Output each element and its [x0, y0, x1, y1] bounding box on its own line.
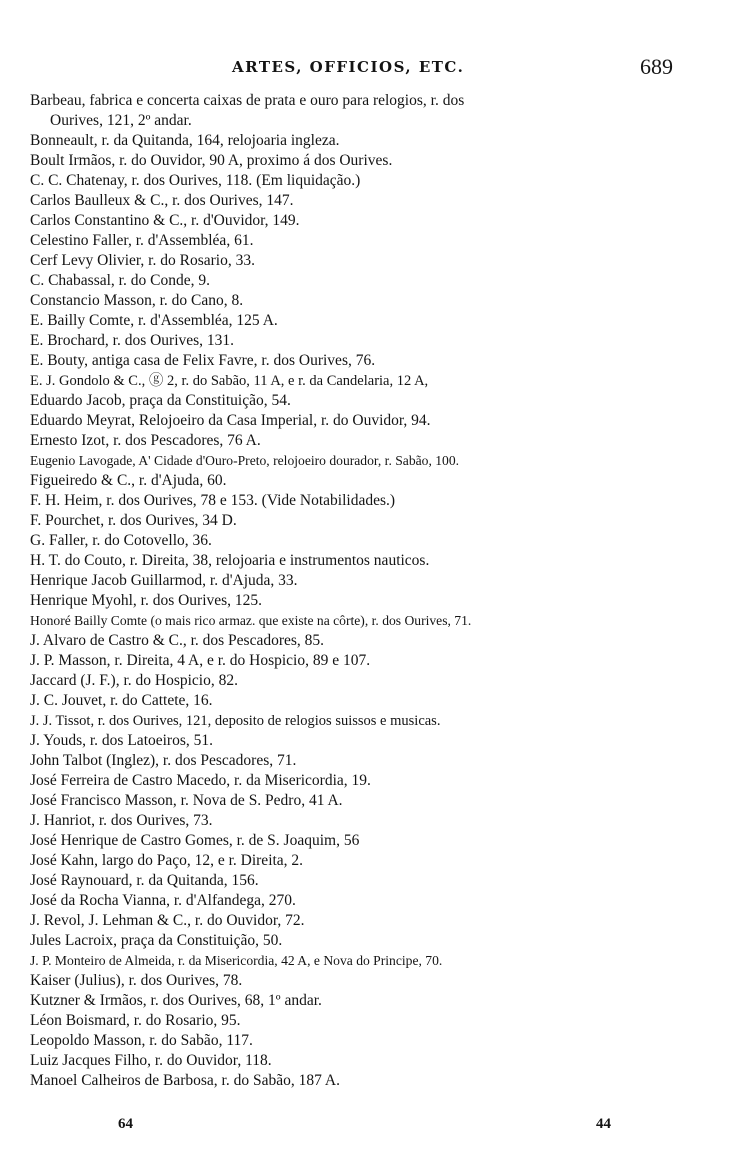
list-item: J. Hanriot, r. dos Ourives, 73. — [30, 812, 213, 829]
list-item: José da Rocha Vianna, r. d'Alfandega, 270. — [30, 892, 296, 909]
list-item: Henrique Jacob Guillarmod, r. d'Ajuda, 33. — [30, 572, 298, 589]
list-item: Jaccard (J. F.), r. do Hospicio, 82. — [30, 672, 238, 689]
list-item: H. T. do Couto, r. Direita, 38, relojoaria e instrumentos nauticos. — [30, 552, 430, 569]
list-item: E. Brochard, r. dos Ourives, 131. — [30, 332, 235, 349]
page-number: 689 — [640, 54, 673, 79]
list-item: Figueiredo & C., r. d'Ajuda, 60. — [30, 472, 227, 489]
list-item: Ourives, 121, 2º andar. — [50, 112, 192, 129]
list-item: J. P. Monteiro de Almeida, r. da Misericordia, 42 A, e Nova do Principe, 70. — [30, 953, 443, 968]
list-item: Honoré Bailly Comte (o mais rico armaz. que existe na côrte), r. dos Ourives, 71. — [30, 613, 472, 628]
list-item: Eduardo Jacob, praça da Constituição, 54. — [30, 392, 291, 409]
list-item: F. H. Heim, r. dos Ourives, 78 e 153. (Vide Notabilidades.) — [30, 492, 396, 509]
list-item: C. C. Chatenay, r. dos Ourives, 118. (Em liquidação.) — [30, 172, 361, 189]
signature-mark-left: 64 — [118, 1116, 133, 1132]
list-item: F. Pourchet, r. dos Ourives, 34 D. — [30, 512, 237, 529]
list-item: J. P. Masson, r. Direita, 4 A, e r. do Hospicio, 89 e 107. — [30, 652, 371, 669]
list-item: Henrique Myohl, r. dos Ourives, 125. — [30, 592, 263, 609]
list-item: G. Faller, r. do Cotovello, 36. — [30, 532, 212, 549]
list-item: Eugenio Lavogade, A' Cidade d'Ouro-Preto, relojoeiro dourador, r. Sabão, 100. — [30, 453, 460, 468]
list-item: J. Youds, r. dos Latoeiros, 51. — [30, 732, 214, 749]
list-item: E. J. Gondolo & C., ⓖ 2, r. do Sabão, 11 A, e r. da Candelaria, 12 A, — [30, 373, 429, 389]
list-item: Luiz Jacques Filho, r. do Ouvidor, 118. — [30, 1052, 272, 1069]
list-item: Constancio Masson, r. do Cano, 8. — [30, 292, 244, 309]
list-item: José Kahn, largo do Paço, 12, e r. Direita, 2. — [30, 852, 304, 869]
page-header — [0, 54, 736, 82]
list-item: J. J. Tissot, r. dos Ourives, 121, deposito de relogios suissos e musicas. — [30, 713, 441, 729]
list-item: Kutzner & Irmãos, r. dos Ourives, 68, 1º andar. — [30, 992, 322, 1009]
list-item: John Talbot (Inglez), r. dos Pescadores, 71. — [30, 752, 297, 769]
list-item: Barbeau, fabrica e concerta caixas de prata e ouro para relogios, r. dos — [30, 92, 465, 109]
list-item: C. Chabassal, r. do Conde, 9. — [30, 272, 210, 289]
list-item: E. Bailly Comte, r. d'Assembléa, 125 A. — [30, 312, 278, 329]
list-item: José Henrique de Castro Gomes, r. de S. Joaquim, 56 — [30, 832, 360, 849]
signature-mark-right: 44 — [596, 1116, 611, 1132]
list-item: José Raynouard, r. da Quitanda, 156. — [30, 872, 259, 889]
list-item: J. Revol, J. Lehman & C., r. do Ouvidor, 72. — [30, 912, 305, 929]
list-item: E. Bouty, antiga casa de Felix Favre, r. dos Ourives, 76. — [30, 352, 376, 369]
list-item: Léon Boismard, r. do Rosario, 95. — [30, 1012, 241, 1029]
list-item: Ernesto Izot, r. dos Pescadores, 76 A. — [30, 432, 261, 449]
list-item: Eduardo Meyrat, Relojoeiro da Casa Imperial, r. do Ouvidor, 94. — [30, 412, 431, 429]
list-item: Leopoldo Masson, r. do Sabão, 117. — [30, 1032, 253, 1049]
list-item: Manoel Calheiros de Barbosa, r. do Sabão, 187 A. — [30, 1072, 340, 1089]
list-item: J. C. Jouvet, r. do Cattete, 16. — [30, 692, 213, 709]
list-item: José Ferreira de Castro Macedo, r. da Misericordia, 19. — [30, 772, 371, 789]
list-item: Bonneault, r. da Quitanda, 164, relojoaria ingleza. — [30, 132, 340, 149]
list-item: José Francisco Masson, r. Nova de S. Pedro, 41 A. — [30, 792, 343, 809]
list-item: Carlos Baulleux & C., r. dos Ourives, 147. — [30, 192, 294, 209]
list-item: J. Alvaro de Castro & C., r. dos Pescadores, 85. — [30, 632, 325, 649]
list-item: Cerf Levy Olivier, r. do Rosario, 33. — [30, 252, 255, 269]
list-item: Celestino Faller, r. d'Assembléa, 61. — [30, 232, 254, 249]
list-item: Carlos Constantino & C., r. d'Ouvidor, 149. — [30, 212, 300, 229]
list-item: Jules Lacroix, praça da Constituição, 50. — [30, 932, 283, 949]
list-item: Boult Irmãos, r. do Ouvidor, 90 A, proximo á dos Ourives. — [30, 152, 393, 169]
section-title: ARTES, OFFICIOS, ETC. — [232, 58, 465, 76]
list-item: Kaiser (Julius), r. dos Ourives, 78. — [30, 972, 243, 989]
